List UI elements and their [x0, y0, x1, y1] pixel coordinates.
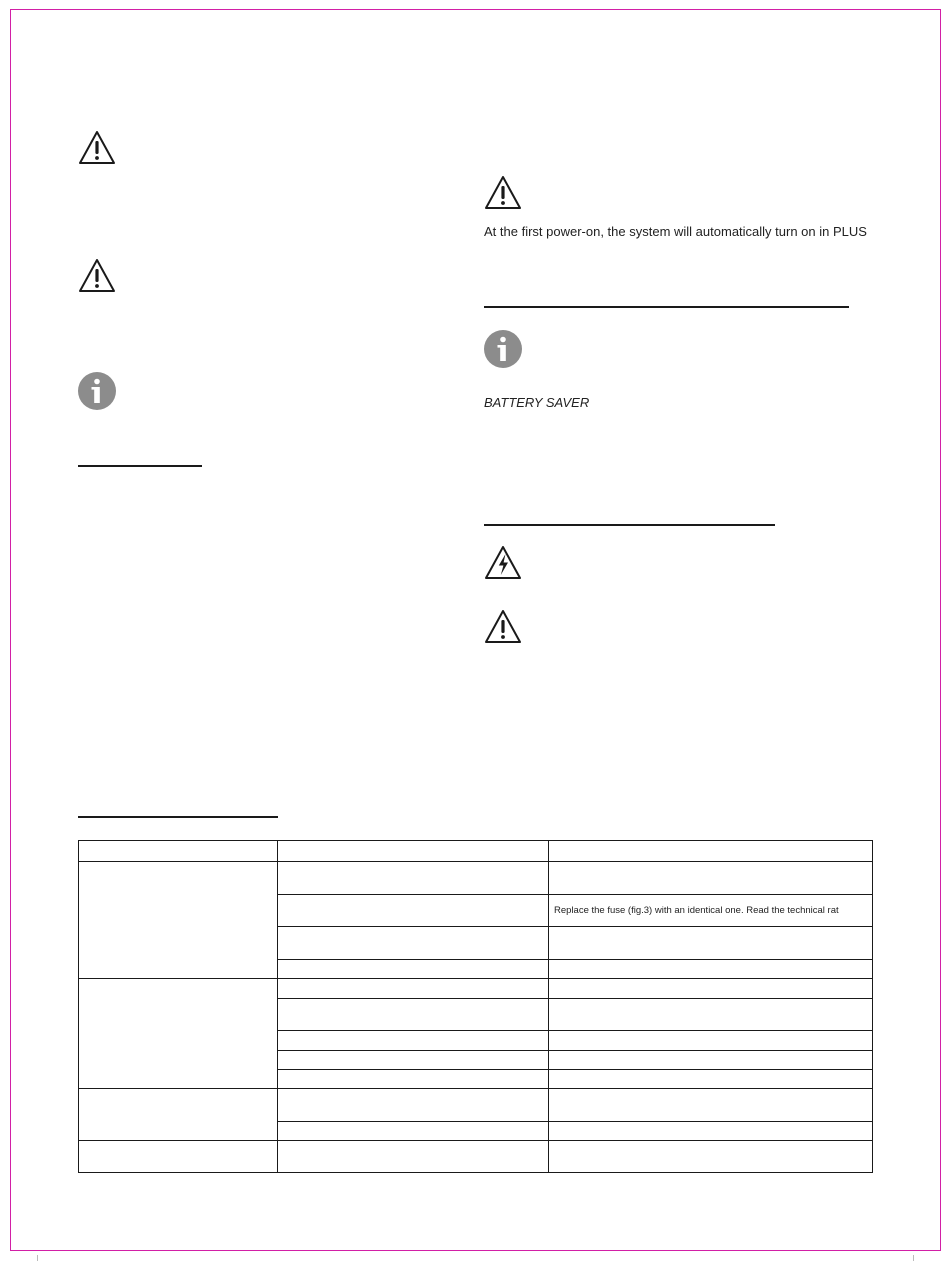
warning-icon — [484, 609, 522, 644]
section-rule — [78, 816, 278, 818]
table-cell — [549, 999, 873, 1031]
table-cell — [79, 979, 278, 1089]
crop-mark-right — [913, 1255, 914, 1261]
table-cell — [549, 979, 873, 999]
table-cell — [278, 960, 549, 979]
table-cell — [278, 841, 549, 862]
table-cell — [278, 1031, 549, 1051]
warning-icon — [484, 175, 522, 210]
table-header-row — [79, 841, 873, 862]
table-cell — [549, 1070, 873, 1089]
table-cell — [278, 895, 549, 927]
info-icon — [484, 330, 522, 368]
section-rule — [484, 306, 849, 308]
table-cell — [549, 960, 873, 979]
warning-icon — [78, 130, 116, 165]
table-cell — [278, 862, 549, 895]
troubleshooting-table — [78, 840, 873, 1173]
section-rule — [78, 465, 202, 467]
section-rule — [484, 524, 775, 526]
electric-hazard-icon — [484, 545, 522, 580]
first-power-on-text: At the first power-on, the system will automatically turn on in PLUS — [484, 224, 867, 239]
table-cell — [79, 862, 278, 979]
table-cell — [278, 979, 549, 999]
table-cell — [79, 841, 278, 862]
table-cell — [79, 1141, 278, 1173]
table-row — [79, 979, 873, 999]
table-cell — [278, 1089, 549, 1122]
table-cell — [549, 862, 873, 895]
table-cell — [278, 1070, 549, 1089]
crop-mark-left — [37, 1255, 38, 1261]
table-cell — [278, 999, 549, 1031]
table-cell — [549, 1141, 873, 1173]
info-icon — [78, 372, 116, 410]
table-cell — [549, 927, 873, 960]
table-cell — [79, 1089, 278, 1141]
table-cell — [278, 1141, 549, 1173]
warning-icon — [78, 258, 116, 293]
table-cell — [549, 1031, 873, 1051]
table-cell: Replace the fuse (fig.3) with an identical one. Read the technical rat — [549, 895, 873, 927]
table-cell — [549, 1051, 873, 1070]
table-cell — [278, 1051, 549, 1070]
table-cell — [549, 841, 873, 862]
table-cell — [278, 1122, 549, 1141]
table-cell — [278, 927, 549, 960]
table-row — [79, 862, 873, 895]
table-cell — [549, 1122, 873, 1141]
battery-saver-label: BATTERY SAVER — [484, 395, 590, 410]
table-cell — [549, 1089, 873, 1122]
table-row — [79, 1141, 873, 1173]
table-row — [79, 1089, 873, 1122]
